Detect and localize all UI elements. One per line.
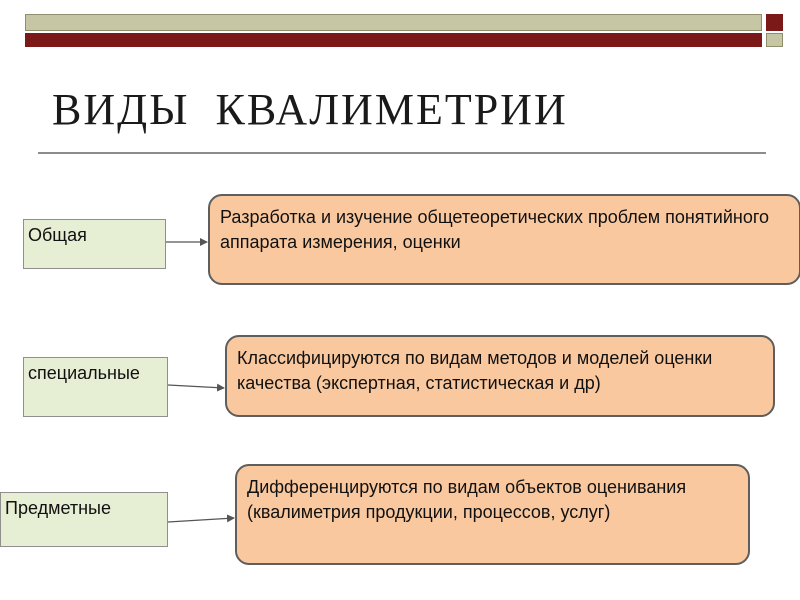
label-general: Общая	[23, 219, 166, 269]
slide-title: ВИДЫ КВАЛИМЕТРИИ	[52, 85, 568, 134]
arrow-subject	[168, 518, 234, 522]
description-special: Классифицируются по видам методов и моделей оценки качества (экспертная, статистическая и др)	[225, 335, 775, 417]
arrow-special	[168, 385, 224, 388]
label-special: специальные	[23, 357, 168, 417]
description-subject: Дифференцируются по видам объектов оценивания (квалиметрия продукции, процессов, услуг)	[235, 464, 750, 565]
description-general: Разработка и изучение общетеоретических проблем понятийного аппарата измерения, оценки	[208, 194, 800, 285]
label-subject: Предметные	[0, 492, 168, 547]
